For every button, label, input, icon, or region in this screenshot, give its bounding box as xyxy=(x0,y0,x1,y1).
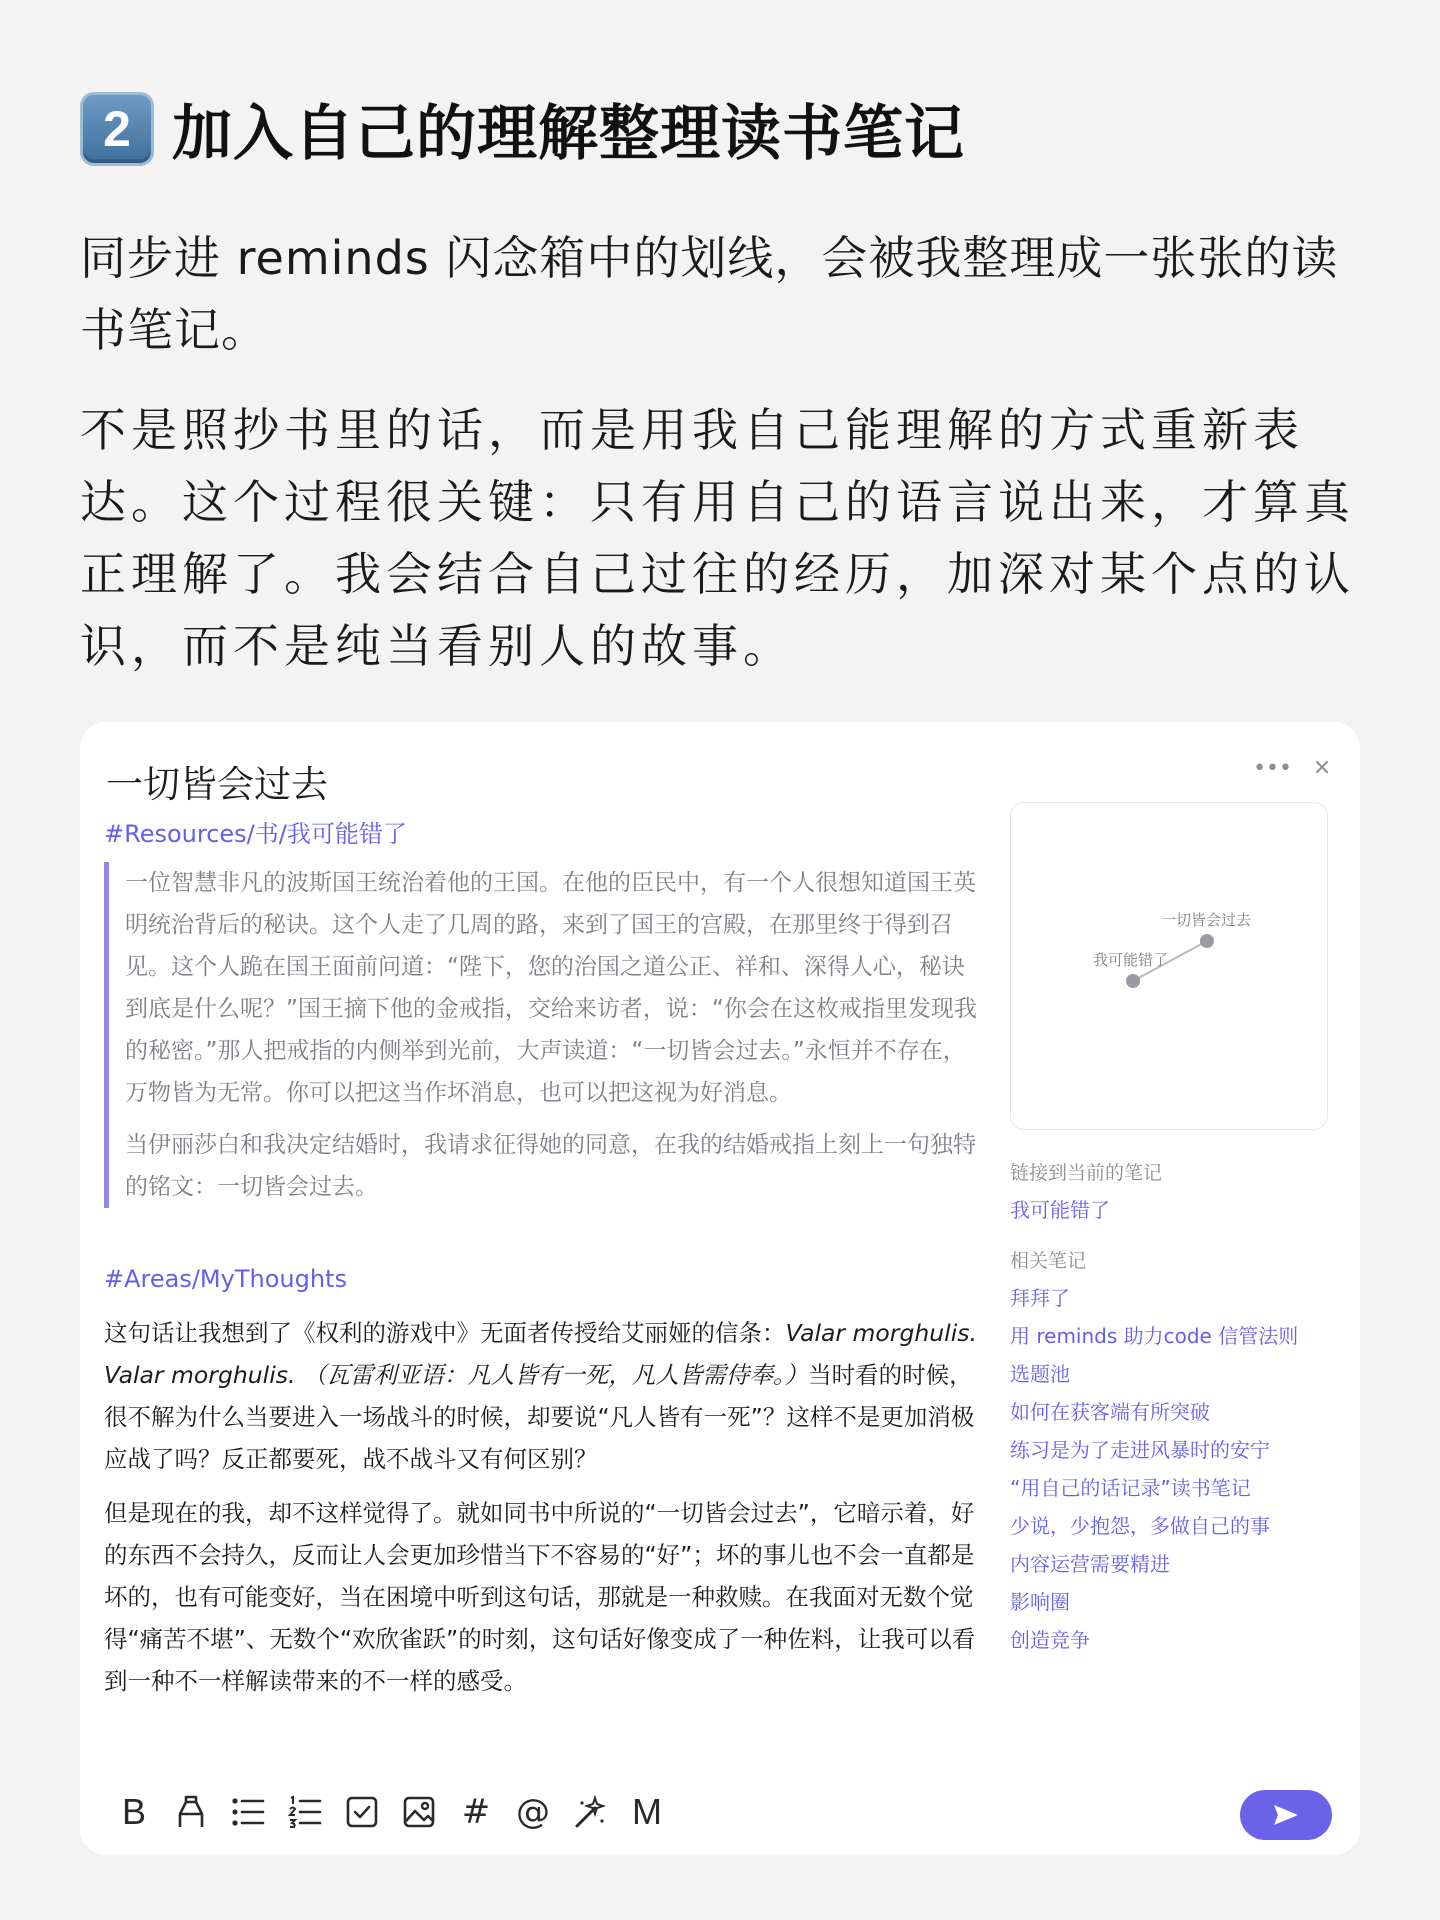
editor-toolbar xyxy=(112,1790,669,1834)
markdown-icon: M xyxy=(632,1791,662,1832)
note-paragraph-2: 但是现在的我，却不这样觉得了。就如同书中所说的“一切皆会过去”，它暗示着，好的东西不会持久，反而让人会更加珍惜当下不容易的“好”；坏的事儿也不会一直都是坏的，也有可能变好，当在困境中听到这句话，那就是一种救赎。在我面对无数个觉得“痛苦不堪”、无数个“欢欣雀跃”的时刻，这句话好像变成了一种佐料，让我可以看到一种不一样解读带来的不一样的感受。 xyxy=(104,1499,976,1695)
heading-title: 加入自己的理解整理读书笔记 xyxy=(172,99,965,169)
mention-button[interactable] xyxy=(511,1790,555,1834)
magic-wand-icon xyxy=(573,1795,607,1829)
related-notes-label: 相关笔记 xyxy=(1010,1250,1087,1272)
close-icon[interactable] xyxy=(1314,758,1330,780)
ai-magic-button[interactable] xyxy=(568,1790,612,1834)
image-button[interactable] xyxy=(397,1790,441,1834)
keycap-number-badge: 2 xyxy=(80,92,154,166)
related-note-link[interactable]: 练习是为了走进风暴时的安宁 xyxy=(1010,1438,1270,1462)
bullet-list-icon xyxy=(231,1796,265,1828)
tag-resources[interactable]: #Resources/书/我可能错了 xyxy=(104,820,407,848)
hashtag-button[interactable] xyxy=(454,1790,498,1834)
paragraph-1-text-a: 这句话让我想到了《权利的游戏中》无面者传授给艾丽娅的信条： xyxy=(104,1319,786,1347)
related-note-link[interactable]: 内容运营需要精进 xyxy=(1010,1552,1170,1576)
related-note-link[interactable]: 影响圈 xyxy=(1010,1590,1070,1614)
paragraph-1-text-b: 当时看的时候，很不解为什么当要进入一场战斗的时候，却要说“凡人皆有一死”？这样不是更加消极应战了吗？反正都要死，战不战斗又有何区别？ xyxy=(104,1361,975,1473)
highlight-button[interactable] xyxy=(169,1790,213,1834)
related-note-link[interactable]: 拜拜了 xyxy=(1010,1286,1070,1310)
hashtag-icon: # xyxy=(461,1792,491,1832)
linked-notes-label: 链接到当前的笔记 xyxy=(1010,1162,1163,1184)
numbered-list-button[interactable] xyxy=(283,1790,327,1834)
graph-node-a[interactable] xyxy=(1200,934,1214,948)
note-title[interactable]: 一切皆会过去 xyxy=(106,763,328,806)
send-button[interactable] xyxy=(1240,1790,1332,1840)
section-heading xyxy=(80,86,965,172)
checkbox-button[interactable] xyxy=(340,1790,384,1834)
graph-view[interactable] xyxy=(1010,802,1328,1130)
send-icon xyxy=(1272,1803,1300,1827)
card-actions xyxy=(1253,758,1330,780)
graph-node-b-label: 我可能错了 xyxy=(1093,951,1169,969)
markdown-button[interactable] xyxy=(625,1790,669,1834)
bold-icon: B xyxy=(121,1791,146,1832)
intro-paragraph-2: 不是照抄书里的话，而是用我自己能理解的方式重新表达。这个过程很关键：只有用自己的语言说出来，才算真正理解了。我会结合自己过往的经历，加深对某个点的认识，而不是纯当看别人的故事。 xyxy=(80,403,1355,673)
linked-note-link[interactable]: 我可能错了 xyxy=(1010,1198,1110,1222)
paragraph-1-italic: Valar morghulis. Valar morghulis. （瓦雷利亚语：凡人皆有一死，凡人皆需侍奉。） xyxy=(104,1319,977,1389)
bullet-list-button[interactable] xyxy=(226,1790,270,1834)
highlighter-icon xyxy=(174,1794,208,1830)
image-icon xyxy=(403,1796,435,1828)
note-paragraph-1 xyxy=(104,1312,984,1480)
related-note-link[interactable]: 少说，少抱怨，多做自己的事 xyxy=(1010,1514,1270,1538)
tag-mythoughts[interactable]: #Areas/MyThoughts xyxy=(104,1265,347,1293)
related-note-link[interactable]: 如何在获客端有所突破 xyxy=(1010,1400,1210,1424)
intro-paragraph-1: 同步进 reminds 闪念箱中的划线，会被我整理成一张张的读书笔记。 xyxy=(80,231,1339,357)
blockquote xyxy=(104,862,984,1208)
note-editor-card xyxy=(80,722,1360,1855)
quote-paragraph-1: 一位智慧非凡的波斯国王统治着他的王国。在他的臣民中，有一个人很想知道国王英明统治背后的秘诀。这个人走了几周的路，来到了国王的宫殿，在那里终于得到召见。这个人跪在国王面前问道：“陛下，您的治国之道公正、祥和、深得人心，秘诀到底是什么呢？”国王摘下他的金戒指，交给来访者，说：“你会在这枚戒指里发现我的秘密。”那人把戒指的内侧举到光前，大声读道：“一切皆会过去。”永恒并不存在，万物皆为无常。你可以把这当作坏消息，也可以把这视为好消息。 xyxy=(125,870,977,1106)
more-icon[interactable]: ••• xyxy=(1253,756,1292,781)
at-icon: @ xyxy=(516,1792,550,1832)
graph-node-b[interactable] xyxy=(1126,974,1140,988)
related-note-link[interactable]: 用 reminds 助力code 信管法则 xyxy=(1010,1324,1299,1348)
related-note-link[interactable]: “用自己的话记录”读书笔记 xyxy=(1010,1476,1251,1500)
related-note-link[interactable]: 创造竞争 xyxy=(1010,1628,1090,1652)
bold-button[interactable] xyxy=(112,1790,156,1834)
graph-node-a-label: 一切皆会过去 xyxy=(1161,911,1252,929)
related-note-link[interactable]: 选题池 xyxy=(1010,1362,1070,1386)
graph-canvas xyxy=(1011,803,1329,1131)
checkbox-icon xyxy=(346,1796,378,1828)
quote-paragraph-2: 当伊丽莎白和我决定结婚时，我请求征得她的同意，在我的结婚戒指上刻上一句独特的铭文：一切皆会过去。 xyxy=(125,1132,976,1200)
numbered-list-icon xyxy=(288,1795,322,1829)
